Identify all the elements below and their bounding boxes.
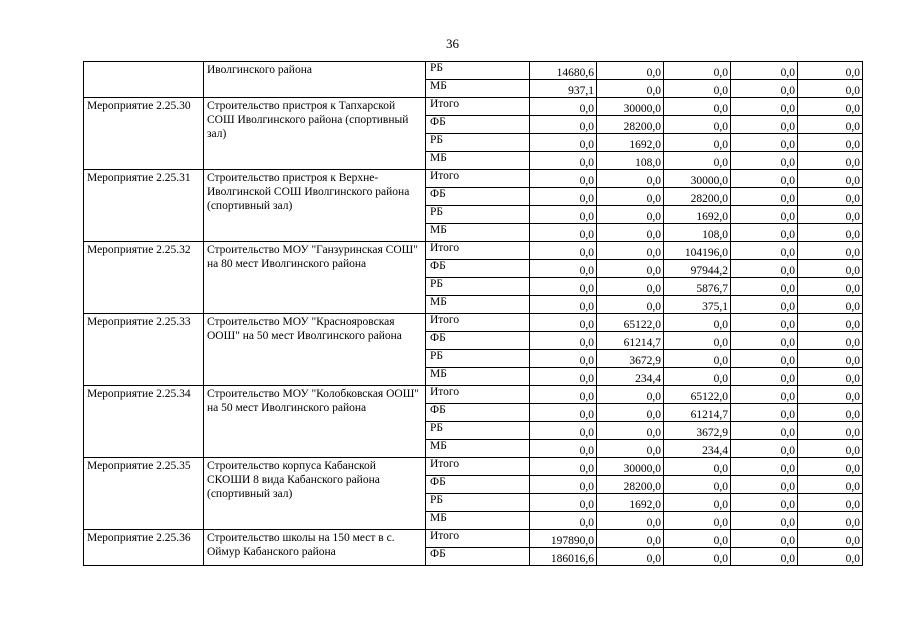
amount-cell-4: 0,0 — [731, 548, 798, 566]
amount-cell-4: 0,0 — [731, 116, 798, 134]
amount-cell-1: 0,0 — [530, 458, 597, 476]
event-code-cell — [84, 62, 204, 98]
amount-cell-2: 0,0 — [597, 440, 664, 458]
funding-source-cell: РБ — [426, 62, 530, 80]
amount-cell-3: 0,0 — [664, 512, 731, 530]
amount-cell-1: 186016,6 — [530, 548, 597, 566]
event-description-cell: Строительство МОУ "Краснояровская ООШ" на 50 мест Иволгинского района — [204, 314, 426, 386]
event-description-cell: Иволгинского района — [204, 62, 426, 98]
amount-cell-4: 0,0 — [731, 206, 798, 224]
amount-cell-2: 28200,0 — [597, 476, 664, 494]
amount-cell-4: 0,0 — [731, 224, 798, 242]
amount-cell-4: 0,0 — [731, 152, 798, 170]
amount-cell-2: 0,0 — [597, 224, 664, 242]
amount-cell-1: 0,0 — [530, 134, 597, 152]
budget-table-body — [84, 62, 863, 566]
event-code-cell: Мероприятие 2.25.31 — [84, 170, 204, 242]
amount-cell-1: 0,0 — [530, 116, 597, 134]
amount-cell-1: 0,0 — [530, 314, 597, 332]
funding-source-cell: ФБ — [426, 260, 530, 278]
amount-cell-5: 0,0 — [798, 116, 863, 134]
amount-cell-5: 0,0 — [798, 332, 863, 350]
funding-source-cell: Итого — [426, 242, 530, 260]
amount-cell-5: 0,0 — [798, 494, 863, 512]
amount-cell-5: 0,0 — [798, 512, 863, 530]
table-row — [84, 314, 863, 332]
amount-cell-5: 0,0 — [798, 170, 863, 188]
amount-cell-1: 0,0 — [530, 98, 597, 116]
amount-cell-1: 0,0 — [530, 152, 597, 170]
funding-source-cell: МБ — [426, 80, 530, 98]
funding-source-cell: ФБ — [426, 404, 530, 422]
amount-cell-5: 0,0 — [798, 530, 863, 548]
amount-cell-2: 0,0 — [597, 404, 664, 422]
funding-source-cell: РБ — [426, 494, 530, 512]
amount-cell-2: 0,0 — [597, 422, 664, 440]
amount-cell-3: 375,1 — [664, 296, 731, 314]
amount-cell-3: 0,0 — [664, 134, 731, 152]
event-description-cell: Строительство школы на 150 мест в с. Оймур Кабанского района — [204, 530, 426, 566]
amount-cell-1: 0,0 — [530, 224, 597, 242]
amount-cell-1: 0,0 — [530, 260, 597, 278]
event-description-cell: Строительство МОУ "Ганзуринская СОШ" на 80 мест Иволгинского района — [204, 242, 426, 314]
amount-cell-3: 0,0 — [664, 98, 731, 116]
amount-cell-1: 0,0 — [530, 332, 597, 350]
event-description-cell: Строительство пристроя к Верхне-Иволгинской СОШ Иволгинского района (спортивный зал) — [204, 170, 426, 242]
amount-cell-5: 0,0 — [798, 152, 863, 170]
amount-cell-5: 0,0 — [798, 350, 863, 368]
amount-cell-5: 0,0 — [798, 98, 863, 116]
amount-cell-5: 0,0 — [798, 404, 863, 422]
amount-cell-5: 0,0 — [798, 458, 863, 476]
amount-cell-3: 0,0 — [664, 116, 731, 134]
amount-cell-1: 197890,0 — [530, 530, 597, 548]
amount-cell-1: 0,0 — [530, 386, 597, 404]
funding-source-cell: РБ — [426, 422, 530, 440]
amount-cell-1: 0,0 — [530, 476, 597, 494]
amount-cell-3: 5876,7 — [664, 278, 731, 296]
amount-cell-3: 0,0 — [664, 368, 731, 386]
amount-cell-4: 0,0 — [731, 80, 798, 98]
amount-cell-1: 14680,6 — [530, 62, 597, 80]
amount-cell-4: 0,0 — [731, 314, 798, 332]
event-code-cell: Мероприятие 2.25.33 — [84, 314, 204, 386]
amount-cell-1: 0,0 — [530, 368, 597, 386]
page-number: 36 — [446, 36, 459, 51]
event-code-cell: Мероприятие 2.25.34 — [84, 386, 204, 458]
amount-cell-4: 0,0 — [731, 494, 798, 512]
amount-cell-5: 0,0 — [798, 422, 863, 440]
amount-cell-3: 0,0 — [664, 530, 731, 548]
amount-cell-2: 61214,7 — [597, 332, 664, 350]
funding-source-cell: МБ — [426, 224, 530, 242]
amount-cell-2: 3672,9 — [597, 350, 664, 368]
amount-cell-2: 28200,0 — [597, 116, 664, 134]
table-row — [84, 62, 863, 80]
amount-cell-2: 30000,0 — [597, 98, 664, 116]
amount-cell-2: 234,4 — [597, 368, 664, 386]
amount-cell-5: 0,0 — [798, 440, 863, 458]
amount-cell-2: 0,0 — [597, 80, 664, 98]
funding-source-cell: ФБ — [426, 548, 530, 566]
amount-cell-1: 0,0 — [530, 440, 597, 458]
amount-cell-4: 0,0 — [731, 386, 798, 404]
budget-table — [83, 61, 863, 566]
amount-cell-3: 3672,9 — [664, 422, 731, 440]
amount-cell-3: 61214,7 — [664, 404, 731, 422]
amount-cell-4: 0,0 — [731, 296, 798, 314]
amount-cell-4: 0,0 — [731, 332, 798, 350]
amount-cell-3: 108,0 — [664, 224, 731, 242]
funding-source-cell: МБ — [426, 512, 530, 530]
amount-cell-2: 1692,0 — [597, 134, 664, 152]
funding-source-cell: Итого — [426, 386, 530, 404]
amount-cell-2: 65122,0 — [597, 314, 664, 332]
amount-cell-4: 0,0 — [731, 476, 798, 494]
event-code-cell: Мероприятие 2.25.35 — [84, 458, 204, 530]
funding-source-cell: РБ — [426, 206, 530, 224]
amount-cell-4: 0,0 — [731, 368, 798, 386]
event-code-cell: Мероприятие 2.25.36 — [84, 530, 204, 566]
amount-cell-2: 0,0 — [597, 296, 664, 314]
amount-cell-4: 0,0 — [731, 530, 798, 548]
event-description-cell: Строительство пристроя к Тапхарской СОШ Иволгинского района (спортивный зал) — [204, 98, 426, 170]
funding-source-cell: РБ — [426, 134, 530, 152]
table-row — [84, 386, 863, 404]
amount-cell-5: 0,0 — [798, 242, 863, 260]
amount-cell-2: 0,0 — [597, 278, 664, 296]
amount-cell-5: 0,0 — [798, 260, 863, 278]
table-row — [84, 242, 863, 260]
amount-cell-1: 937,1 — [530, 80, 597, 98]
amount-cell-1: 0,0 — [530, 188, 597, 206]
amount-cell-5: 0,0 — [798, 386, 863, 404]
amount-cell-3: 65122,0 — [664, 386, 731, 404]
amount-cell-3: 234,4 — [664, 440, 731, 458]
amount-cell-2: 0,0 — [597, 530, 664, 548]
amount-cell-3: 0,0 — [664, 458, 731, 476]
funding-source-cell: РБ — [426, 278, 530, 296]
funding-source-cell: РБ — [426, 350, 530, 368]
amount-cell-4: 0,0 — [731, 422, 798, 440]
amount-cell-4: 0,0 — [731, 188, 798, 206]
amount-cell-5: 0,0 — [798, 224, 863, 242]
amount-cell-4: 0,0 — [731, 134, 798, 152]
amount-cell-4: 0,0 — [731, 170, 798, 188]
funding-source-cell: ФБ — [426, 476, 530, 494]
amount-cell-3: 1692,0 — [664, 206, 731, 224]
amount-cell-4: 0,0 — [731, 440, 798, 458]
amount-cell-3: 0,0 — [664, 476, 731, 494]
funding-source-cell: МБ — [426, 152, 530, 170]
table-row — [84, 530, 863, 548]
funding-source-cell: МБ — [426, 368, 530, 386]
amount-cell-2: 0,0 — [597, 206, 664, 224]
amount-cell-3: 0,0 — [664, 314, 731, 332]
amount-cell-3: 0,0 — [664, 350, 731, 368]
amount-cell-5: 0,0 — [798, 476, 863, 494]
funding-source-cell: МБ — [426, 440, 530, 458]
amount-cell-4: 0,0 — [731, 458, 798, 476]
amount-cell-4: 0,0 — [731, 98, 798, 116]
funding-source-cell: ФБ — [426, 116, 530, 134]
amount-cell-5: 0,0 — [798, 188, 863, 206]
amount-cell-4: 0,0 — [731, 512, 798, 530]
event-code-cell: Мероприятие 2.25.30 — [84, 98, 204, 170]
amount-cell-2: 0,0 — [597, 548, 664, 566]
event-description-cell: Строительство корпуса Кабанской СКОШИ 8 вида Кабанского района (спортивный зал) — [204, 458, 426, 530]
amount-cell-1: 0,0 — [530, 512, 597, 530]
funding-source-cell: МБ — [426, 296, 530, 314]
table-row — [84, 170, 863, 188]
amount-cell-3: 0,0 — [664, 494, 731, 512]
amount-cell-3: 97944,2 — [664, 260, 731, 278]
amount-cell-2: 0,0 — [597, 260, 664, 278]
amount-cell-4: 0,0 — [731, 62, 798, 80]
amount-cell-5: 0,0 — [798, 548, 863, 566]
amount-cell-4: 0,0 — [731, 242, 798, 260]
amount-cell-1: 0,0 — [530, 404, 597, 422]
event-code-cell: Мероприятие 2.25.32 — [84, 242, 204, 314]
funding-source-cell: ФБ — [426, 188, 530, 206]
amount-cell-2: 0,0 — [597, 386, 664, 404]
amount-cell-2: 30000,0 — [597, 458, 664, 476]
amount-cell-4: 0,0 — [731, 404, 798, 422]
amount-cell-2: 108,0 — [597, 152, 664, 170]
amount-cell-3: 0,0 — [664, 548, 731, 566]
amount-cell-2: 0,0 — [597, 188, 664, 206]
event-description-cell: Строительство МОУ "Колобковская ООШ" на 50 мест Иволгинского района — [204, 386, 426, 458]
amount-cell-1: 0,0 — [530, 170, 597, 188]
amount-cell-4: 0,0 — [731, 350, 798, 368]
amount-cell-4: 0,0 — [731, 260, 798, 278]
amount-cell-5: 0,0 — [798, 278, 863, 296]
amount-cell-2: 0,0 — [597, 170, 664, 188]
table-row — [84, 458, 863, 476]
funding-source-cell: Итого — [426, 98, 530, 116]
amount-cell-3: 104196,0 — [664, 242, 731, 260]
funding-source-cell: ФБ — [426, 332, 530, 350]
amount-cell-1: 0,0 — [530, 206, 597, 224]
amount-cell-2: 0,0 — [597, 62, 664, 80]
table-row — [84, 98, 863, 116]
amount-cell-5: 0,0 — [798, 368, 863, 386]
amount-cell-3: 0,0 — [664, 62, 731, 80]
amount-cell-2: 0,0 — [597, 512, 664, 530]
funding-source-cell: Итого — [426, 170, 530, 188]
amount-cell-5: 0,0 — [798, 296, 863, 314]
amount-cell-5: 0,0 — [798, 206, 863, 224]
amount-cell-1: 0,0 — [530, 422, 597, 440]
amount-cell-2: 0,0 — [597, 242, 664, 260]
amount-cell-1: 0,0 — [530, 296, 597, 314]
funding-source-cell: Итого — [426, 314, 530, 332]
amount-cell-1: 0,0 — [530, 242, 597, 260]
funding-source-cell: Итого — [426, 458, 530, 476]
amount-cell-5: 0,0 — [798, 62, 863, 80]
amount-cell-3: 0,0 — [664, 80, 731, 98]
amount-cell-5: 0,0 — [798, 134, 863, 152]
amount-cell-2: 1692,0 — [597, 494, 664, 512]
amount-cell-3: 0,0 — [664, 152, 731, 170]
amount-cell-1: 0,0 — [530, 350, 597, 368]
amount-cell-1: 0,0 — [530, 278, 597, 296]
amount-cell-4: 0,0 — [731, 278, 798, 296]
amount-cell-3: 0,0 — [664, 332, 731, 350]
amount-cell-3: 30000,0 — [664, 170, 731, 188]
amount-cell-1: 0,0 — [530, 494, 597, 512]
amount-cell-5: 0,0 — [798, 314, 863, 332]
amount-cell-3: 28200,0 — [664, 188, 731, 206]
amount-cell-5: 0,0 — [798, 80, 863, 98]
funding-source-cell: Итого — [426, 530, 530, 548]
